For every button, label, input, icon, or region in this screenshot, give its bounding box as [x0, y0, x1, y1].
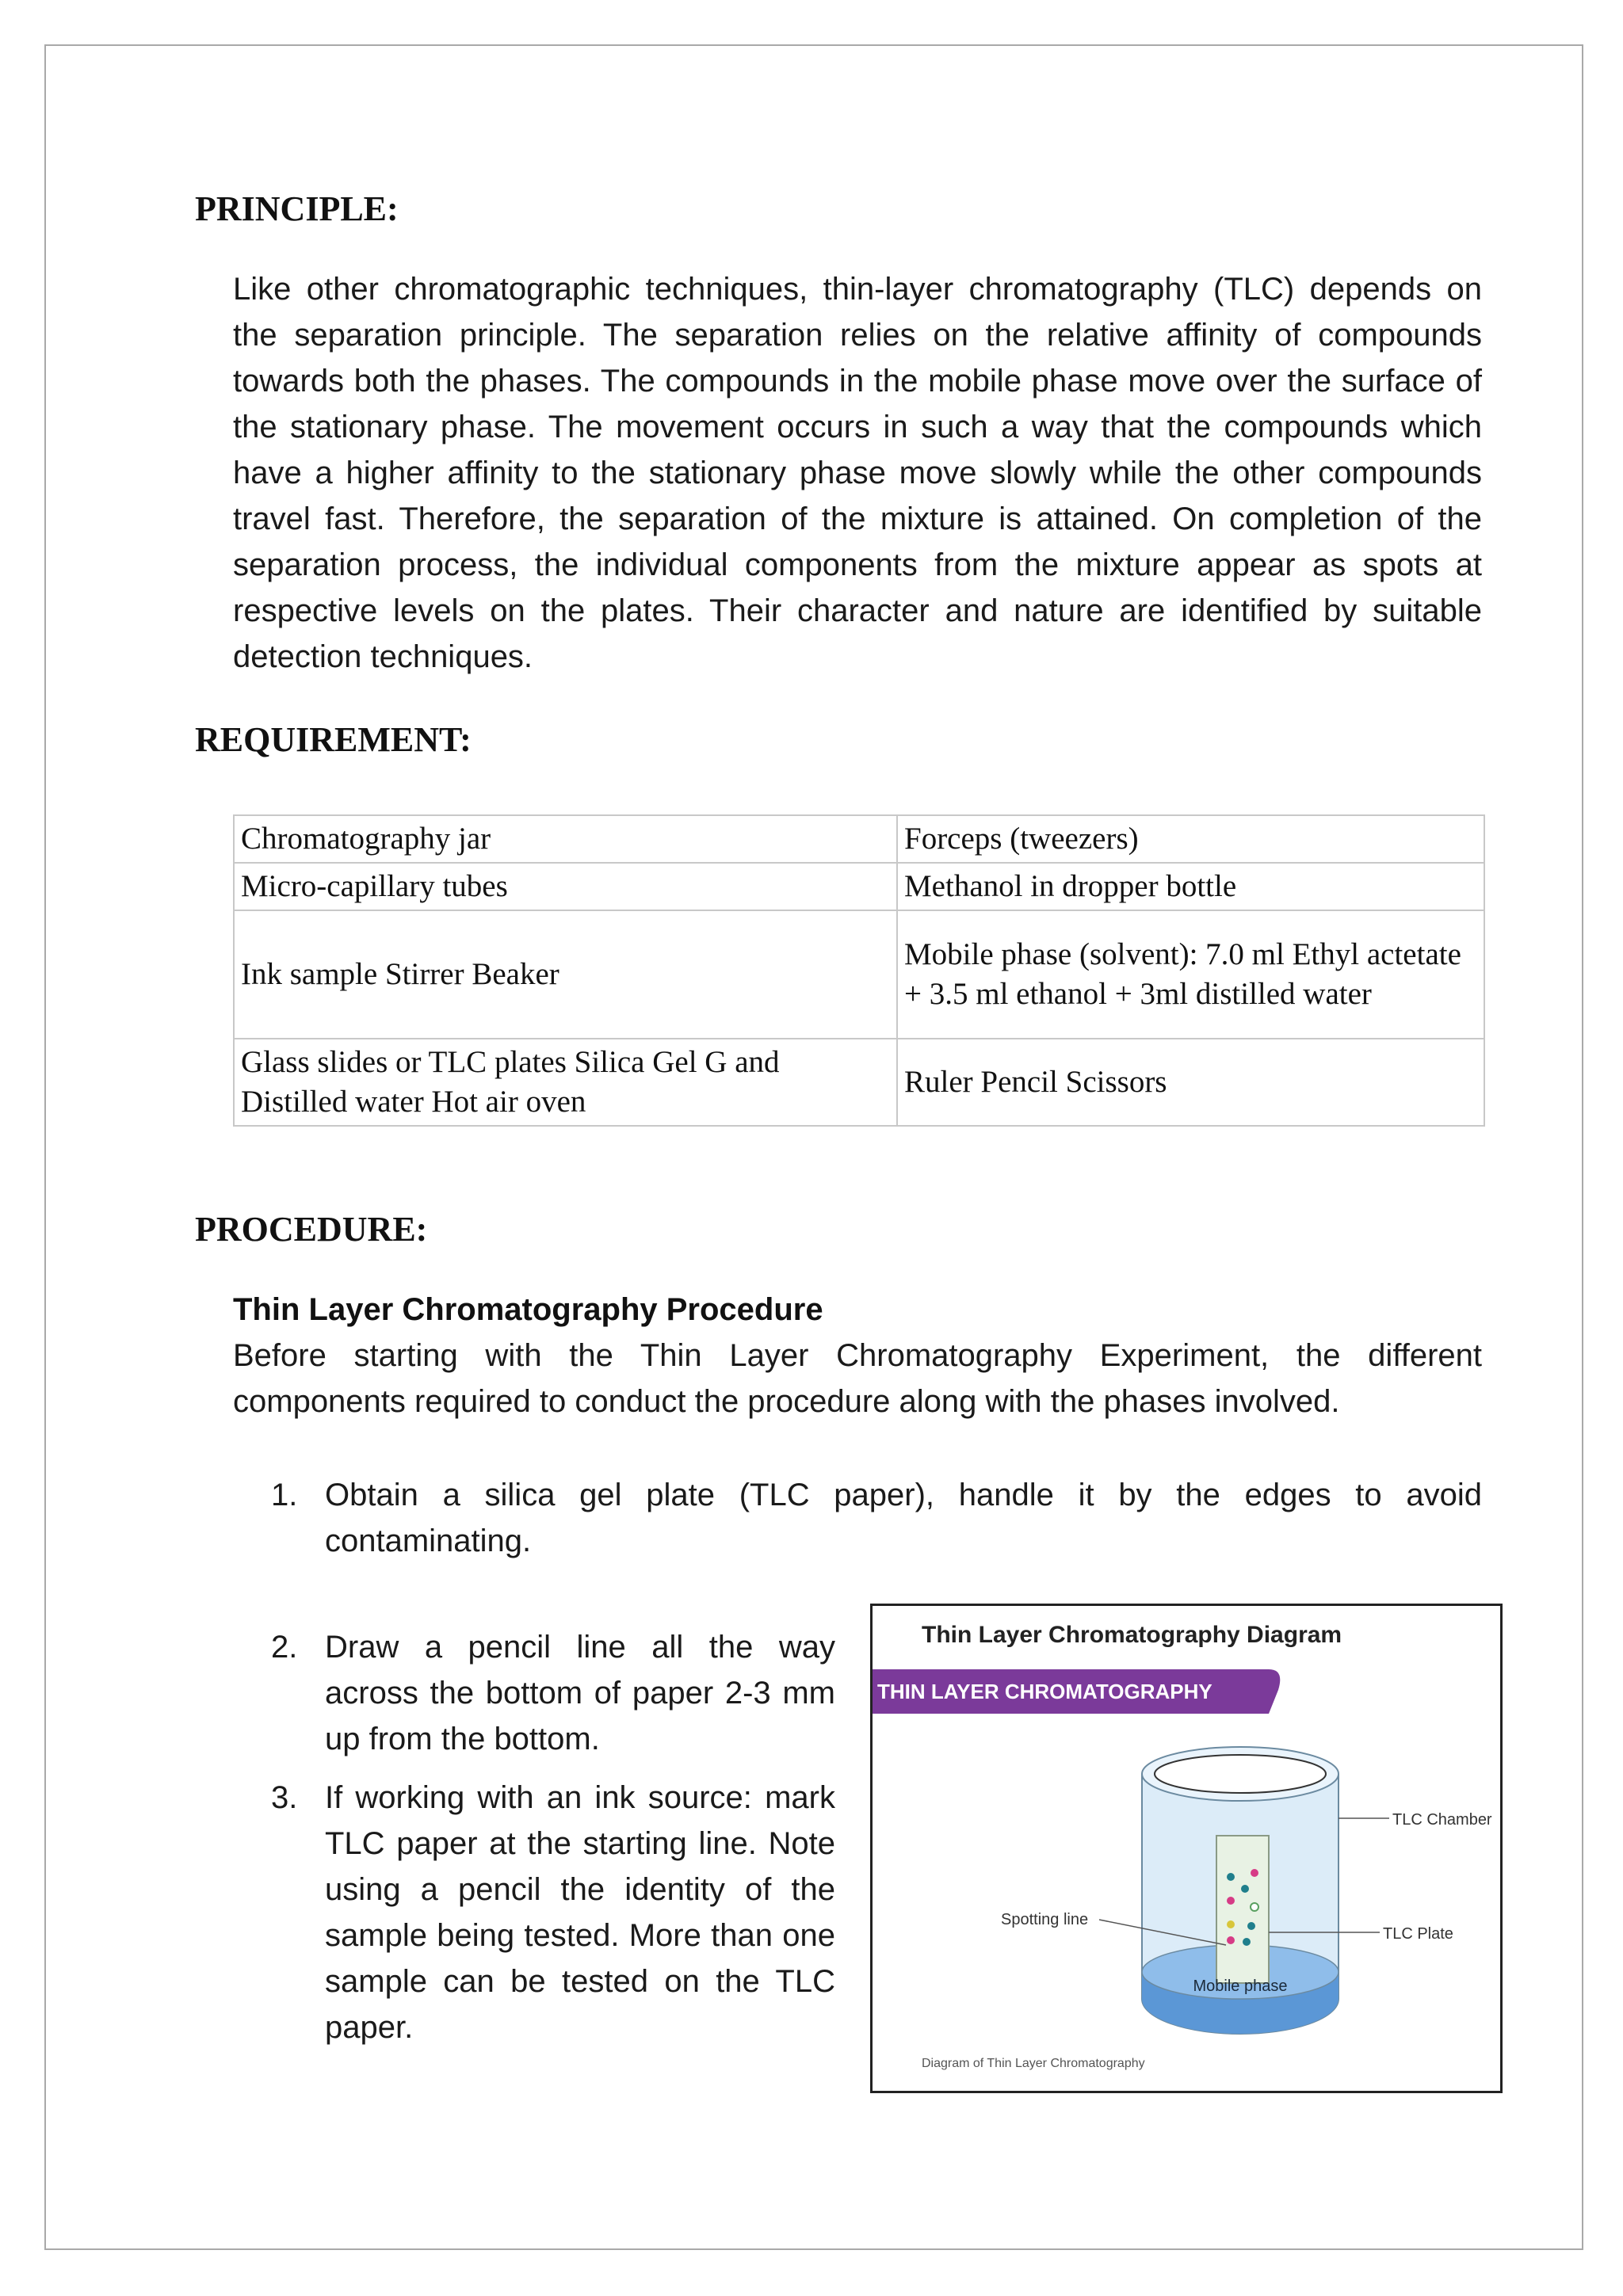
tlc-diagram-figure — [870, 1604, 1503, 2093]
sample-spot — [1251, 1869, 1258, 1877]
table-cell: Forceps (tweezers) — [897, 815, 1484, 863]
table-cell: Ink sample Stirrer Beaker — [234, 910, 897, 1039]
tlc-diagram — [873, 1606, 1500, 2091]
table-cell: Chromatography jar — [234, 815, 897, 863]
figure-banner: THIN LAYER CHROMATOGRAPHY — [877, 1680, 1212, 1703]
step-text: Draw a pencil line all the way across the bottom of paper 2-3 mm up from the bottom. — [325, 1630, 835, 1756]
label-spotting: Spotting line — [1001, 1911, 1089, 1928]
procedure-heading: PROCEDURE: — [195, 1210, 428, 1249]
table-cell: Mobile phase (solvent): 7.0 ml Ethyl actetate + 3.5 ml ethanol + 3ml distilled water — [897, 910, 1484, 1039]
requirement-heading: REQUIREMENT: — [195, 720, 472, 759]
sample-spot — [1227, 1936, 1235, 1944]
table-row — [234, 1039, 1484, 1126]
label-chamber: TLC Chamber — [1392, 1811, 1492, 1829]
principle-heading: PRINCIPLE: — [195, 189, 399, 228]
tlc-plate — [1216, 1836, 1269, 1983]
step-number: 3. — [271, 1780, 298, 1815]
chamber-opening — [1155, 1755, 1326, 1793]
requirement-table — [233, 814, 1485, 1127]
table-cell: Methanol in dropper bottle — [897, 863, 1484, 910]
step-text: If working with an ink source: mark TLC paper at the starting line. Note using a pencil the identity of the sample being tested. More than one sample can be tested on the TLC paper. — [325, 1780, 835, 2045]
procedure-intro: Before starting with the Thin Layer Chromatography Experiment, the different components required to conduct the procedure along with the phases involved. — [233, 1338, 1482, 1419]
table-cell: Micro-capillary tubes — [234, 863, 897, 910]
list-item — [233, 1472, 1484, 1567]
sample-spot — [1243, 1938, 1251, 1946]
table-row — [234, 910, 1484, 1039]
sample-spot — [1251, 1903, 1258, 1911]
sample-spot — [1247, 1922, 1255, 1930]
list-item — [233, 1624, 835, 1767]
sample-spot — [1227, 1873, 1235, 1881]
table-row — [234, 815, 1484, 863]
sample-spot — [1241, 1885, 1249, 1893]
table-row — [234, 863, 1484, 910]
principle-paragraph: Like other chromatographic techniques, thin-layer chromatography (TLC) depends on the separation principle. The separation relies on the relative affinity of compounds towards both the phases. The compounds in the mobile phase move over the surface of the stationary phase. The movement occurs in such a way that the compounds which have a higher affinity to the stationary phase move slowly while the other compounds travel fast. Therefore, the separation of the mixture is attained. On completion of the separation process, the individual components from the mixture appear as spots at respective levels on the plates. Their character and nature are identified by suitable detection techniques. — [233, 272, 1482, 674]
figure-title: Thin Layer Chromatography Diagram — [922, 1622, 1342, 1648]
label-plate: TLC Plate — [1383, 1925, 1453, 1943]
procedure-subheading: Thin Layer Chromatography Procedure — [233, 1292, 823, 1327]
table-cell: Ruler Pencil Scissors — [897, 1039, 1484, 1126]
table-cell: Glass slides or TLC plates Silica Gel G and Distilled water Hot air oven — [234, 1039, 897, 1126]
list-item — [233, 1775, 835, 2060]
label-mobile: Mobile phase — [1193, 1978, 1288, 1995]
figure-caption: Diagram of Thin Layer Chromatography — [922, 2057, 1145, 2070]
step-number: 2. — [271, 1630, 298, 1665]
step-text: Obtain a silica gel plate (TLC paper), handle it by the edges to avoid contaminating. — [325, 1478, 1482, 1558]
sample-spot — [1227, 1897, 1235, 1905]
step-number: 1. — [271, 1478, 298, 1512]
sample-spot — [1227, 1920, 1235, 1928]
